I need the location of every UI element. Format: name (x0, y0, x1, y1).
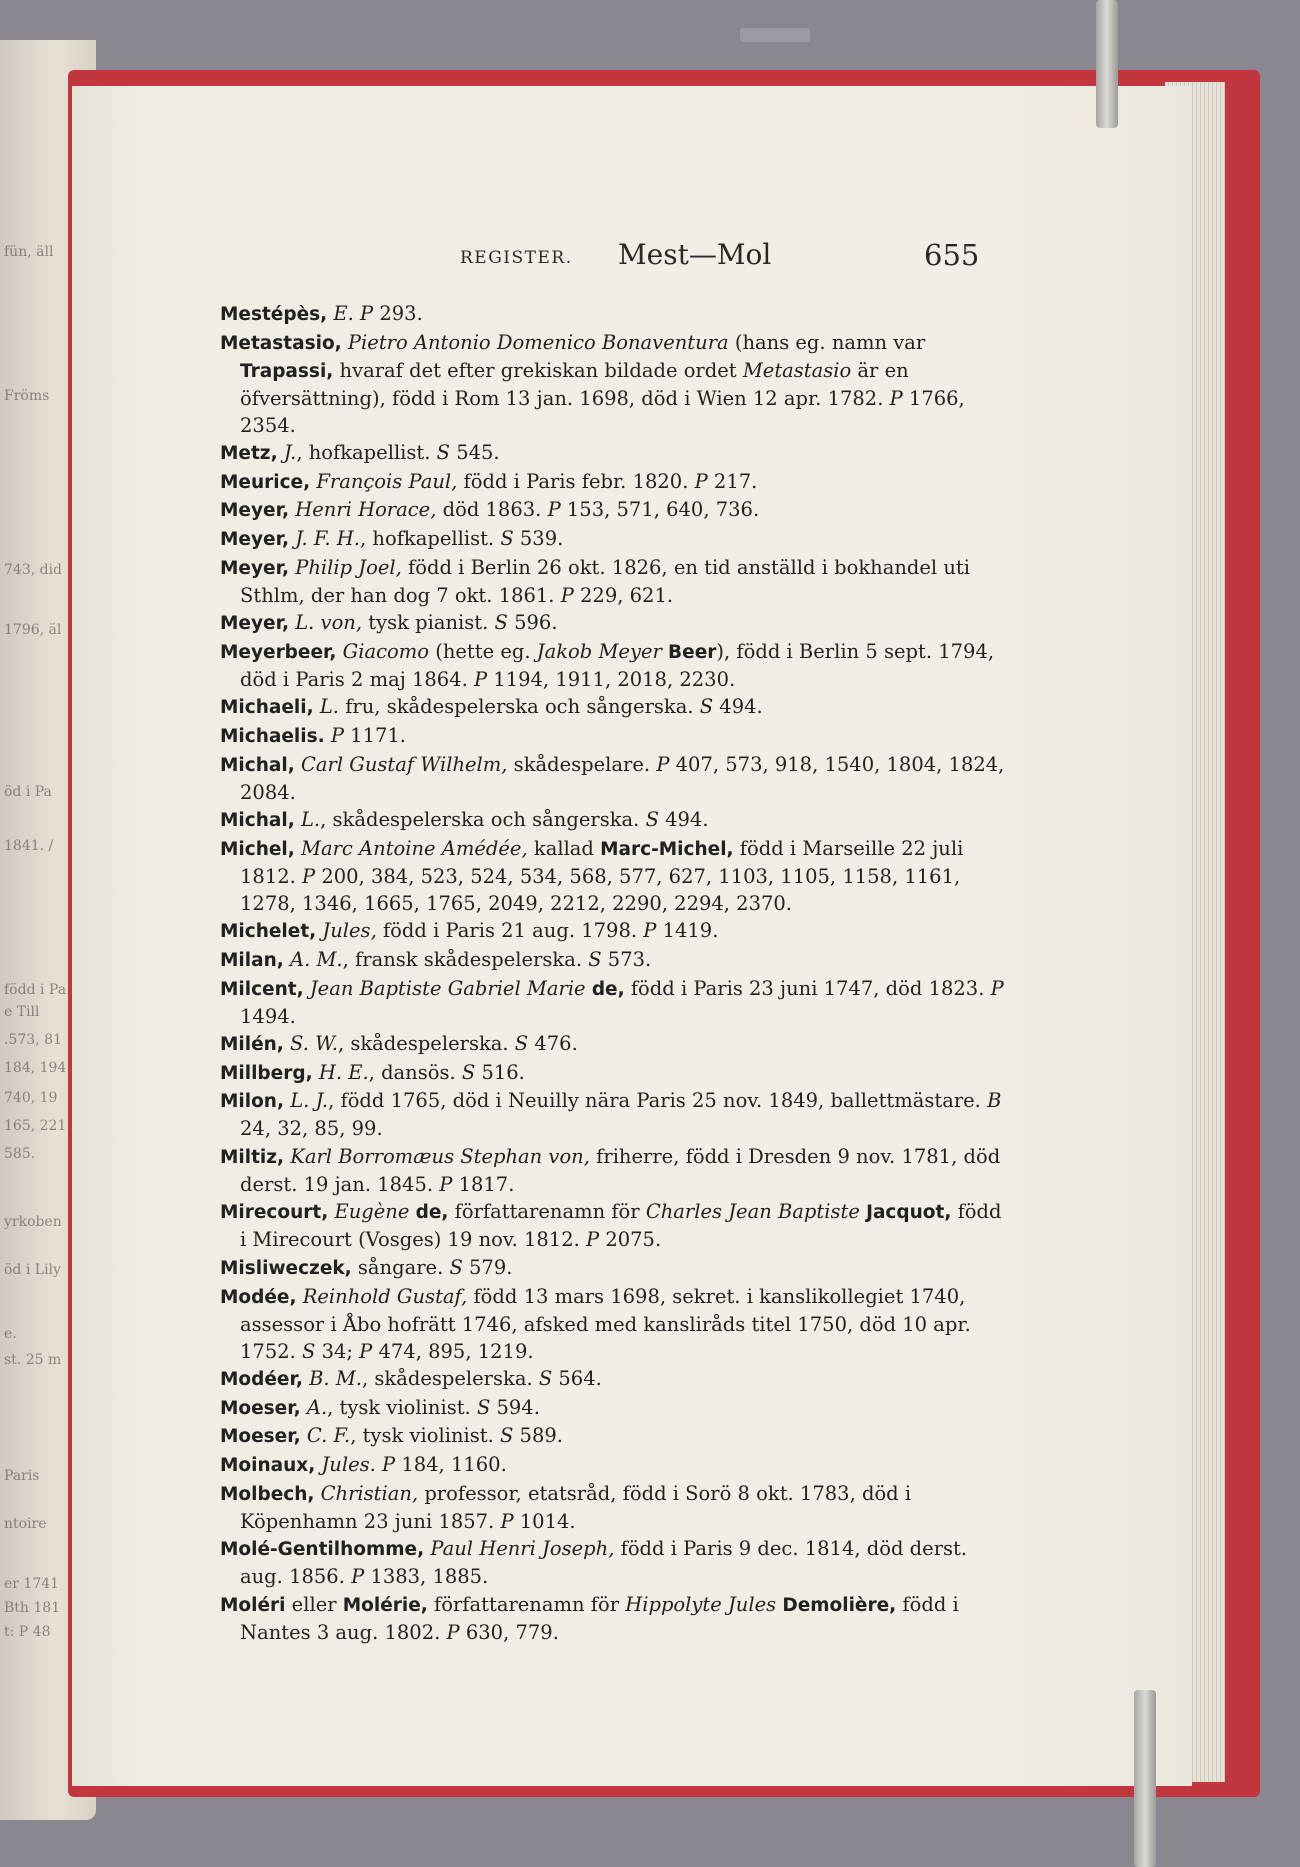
top-clip-plate (740, 28, 810, 42)
entry-headword: Metz, (220, 443, 278, 465)
entry-italic-text: P (382, 1453, 396, 1477)
left-page-fragment: född i Pa (4, 982, 67, 998)
entry-text: 1194, 1911, 2018, 2230. (487, 667, 736, 691)
entry-bold-text: de, (591, 978, 625, 1000)
entry-text: 516. (475, 1060, 525, 1084)
entry-text: 2075. (599, 1228, 662, 1252)
entry-italic-text: A. (306, 1395, 328, 1419)
entry-text: friherre, född i Dresden 9 nov. 1781, död derst. 19 jan. 1845. (240, 1144, 1001, 1196)
entry-italic-text: L. (300, 808, 321, 832)
left-page-fragment: 165, 221 (4, 1118, 67, 1134)
entry-italic-text: S (500, 526, 514, 550)
entry-italic-text: S (645, 808, 659, 832)
entry-text: skådespelare. (507, 752, 657, 776)
register-entry (220, 1030, 1010, 1058)
entry-italic-text: P (694, 469, 708, 493)
entry-italic-text: Karl Borromæus Stephan von, (290, 1144, 590, 1168)
entry-headword: Meyer, (220, 528, 289, 550)
register-entry (220, 835, 1010, 917)
left-page-fragment: st. 25 m (4, 1352, 62, 1368)
entry-text: 589. (513, 1424, 563, 1448)
entry-italic-text: Jules, (322, 919, 377, 943)
entry-bold-text: Marc-Michel, (600, 838, 734, 860)
entry-headword: Meyer, (220, 613, 289, 635)
entry-text: 1171. (343, 723, 406, 747)
register-entry (220, 554, 1010, 609)
entry-text: författarenamn för (427, 1592, 626, 1616)
entry-text: 579. (462, 1256, 513, 1280)
left-page-fragment: ntoire (4, 1516, 47, 1532)
register-entry (220, 609, 1010, 637)
entry-italic-text: P (643, 919, 657, 943)
entry-text: 494. (658, 808, 709, 832)
left-page-fragment: yrkoben (4, 1214, 62, 1230)
entry-italic-text: S. W. (290, 1032, 338, 1056)
register-entry (220, 329, 1010, 439)
entry-italic-text: Jakob Meyer (536, 639, 662, 663)
register-entry (220, 917, 1010, 945)
entry-italic-text: S (514, 1032, 529, 1056)
register-entry (220, 1451, 1010, 1479)
entry-text: född i Mirecourt (Vosges) 19 nov. 1812. (240, 1200, 1002, 1252)
entry-italic-text: Philip Joel, (295, 555, 402, 579)
register-entry (220, 1365, 1010, 1393)
entry-text: , dansös. (368, 1060, 462, 1084)
entry-bold-text: Beer (668, 641, 717, 663)
entry-text: 474, 895, 1219. (372, 1339, 534, 1363)
entry-italic-text: Charles Jean Baptiste (645, 1200, 860, 1224)
entry-headword: Moeser, (220, 1397, 301, 1419)
entry-text: 24, 32, 85, 99. (240, 1117, 383, 1141)
entry-italic-text: S (538, 1367, 553, 1391)
entry-italic-text: S (436, 441, 451, 465)
entry-italic-text: J. F. H. (295, 526, 360, 550)
entry-bold-text: Jacquot, (866, 1202, 952, 1224)
left-page-fragment: fün, äll (4, 244, 54, 260)
entry-italic-text: Marc Antoine Amédée, (301, 836, 528, 860)
entry-italic-text: P (560, 583, 574, 607)
register-entry (220, 1480, 1010, 1535)
entry-headword: Michal, (220, 754, 295, 776)
entry-text: 476. (528, 1032, 578, 1056)
entry-italic-text: P (990, 976, 1004, 1000)
left-page-fragment: e Till (4, 1004, 40, 1020)
entry-text: författarenamn för (448, 1200, 646, 1224)
entry-text: född i Nantes 3 aug. 1802. (240, 1592, 959, 1644)
entry-italic-text: L. J. (290, 1089, 329, 1113)
entry-italic-text: François Paul, (316, 469, 458, 493)
entry-text: 1817. (452, 1172, 515, 1196)
register-entry (220, 1591, 1010, 1646)
entry-text: , skådespelerska. (337, 1032, 515, 1056)
entry-italic-text: P (360, 302, 374, 325)
entry-italic-text: P (439, 1172, 453, 1196)
entry-headword: Misliweczek, (220, 1258, 352, 1280)
entry-italic-text: P (351, 1565, 365, 1589)
entry-italic-text: B. M. (309, 1367, 362, 1391)
entry-text: sångare. (351, 1256, 450, 1280)
register-entry (220, 1283, 1010, 1365)
left-page-fragment: t: P 48 (4, 1624, 51, 1640)
running-head (440, 238, 980, 278)
entry-text: 153, 571, 640, 736. (560, 498, 760, 522)
entry-text: född i Paris 23 juni 1747, död 1823. (624, 976, 991, 1000)
entry-text: 1014. (513, 1509, 576, 1533)
register-entry (220, 946, 1010, 974)
entry-italic-text: S (476, 1395, 491, 1419)
register-entry (220, 439, 1010, 467)
entry-italic-text: J. (283, 441, 297, 465)
running-head-range: Mest—Mol (618, 238, 772, 271)
entry-headword: Miltiz, (220, 1146, 285, 1168)
entry-text: född i Paris 9 dec. 1814, död derst. aug. 1856. (240, 1537, 968, 1589)
register-entry (220, 1198, 1010, 1253)
left-page-fragment: öd i Lily (4, 1262, 61, 1278)
entry-text: 200, 384, 523, 524, 534, 568, 577, 627, 1103, 1105, 1158, 1161, 1278, 1346, 1665, 1765, 2049, 2212, 2290, 2294, 2370. (240, 864, 961, 915)
entry-italic-text: L. von, (295, 611, 363, 635)
entry-headword: Moinaux, (220, 1455, 316, 1477)
entry-headword: Modée, (220, 1286, 297, 1308)
entry-italic-text: P (586, 1228, 600, 1252)
entry-text: 1419. (656, 919, 719, 943)
entry-text: fru, skådespelerska och sångerska. (339, 695, 700, 719)
left-page-fragment: 740, 19 (4, 1090, 58, 1106)
entry-italic-text: Hippolyte Jules (625, 1592, 777, 1616)
entry-italic-text: Henri Horace, (295, 498, 437, 522)
entry-text: professor, etatsråd, född i Sorö 8 okt. 1783, död i Köpenhamn 23 juni 1857. (240, 1481, 912, 1533)
running-head-register: REGISTER. (460, 248, 573, 268)
entry-italic-text: Jean Baptiste Gabriel Marie (309, 976, 586, 1000)
entry-text: , hofkapellist. (360, 526, 501, 550)
entry-italic-text: P (359, 1339, 373, 1363)
entry-text: , tysk violinist. (350, 1424, 500, 1448)
register-entry (220, 1394, 1010, 1422)
entry-text: född i Berlin 26 okt. 1826, en tid anställd i bokhandel uti Sthlm, der han dog 7 okt. 1861. (240, 555, 970, 607)
entry-headword: Meurice, (220, 471, 311, 493)
entry-headword: Milon, (220, 1091, 285, 1113)
entry-text: född i Paris febr. 1820. (457, 469, 695, 493)
entry-text: 539. (513, 526, 564, 550)
left-page-fragment: 1796, äl (4, 622, 62, 638)
entry-italic-text: Eugène (334, 1200, 410, 1224)
entry-italic-text: P (656, 752, 670, 776)
register-entries (220, 300, 1010, 1646)
entry-italic-text: Metastasio (742, 358, 852, 382)
entry-text: 229, 621. (573, 583, 674, 607)
entry-text: 293. (373, 302, 423, 325)
entry-italic-text: S (499, 1424, 514, 1448)
left-page-fragment: 585. (4, 1146, 36, 1162)
entry-headword: Milén, (220, 1034, 284, 1056)
entry-text: ), född i Berlin 5 sept. 1794, död i Paris 2 maj 1864. (240, 639, 995, 691)
entry-italic-text: B (987, 1089, 1002, 1113)
register-entry (220, 1535, 1010, 1590)
entry-text: , född 1765, död i Neuilly nära Paris 25 nov. 1849, ballettmästare. (328, 1089, 988, 1113)
entry-headword: Metastasio, (220, 332, 342, 354)
register-entry (220, 300, 1010, 328)
entry-italic-text: A. M. (289, 947, 343, 971)
register-entry (220, 751, 1010, 806)
entry-italic-text: C. F. (306, 1424, 351, 1448)
entry-italic-text: Paul Henri Joseph, (430, 1537, 615, 1561)
entry-headword: Moléri (220, 1594, 286, 1616)
entry-text: , skådespelerska och sångerska. (320, 808, 646, 832)
entry-text: 1494. (240, 1004, 296, 1028)
entry-italic-text: P (500, 1509, 514, 1533)
entry-italic-text: Jules. (321, 1453, 376, 1477)
entry-text: , fransk skådespelerska. (342, 947, 589, 971)
entry-text: kallad (527, 836, 601, 860)
entry-italic-text: Reinhold Gustaf, (302, 1284, 468, 1308)
register-entry (220, 1087, 1010, 1142)
entry-text: 494. (713, 695, 763, 719)
entry-headword: Milcent, (220, 978, 304, 1000)
register-entry (220, 496, 1010, 524)
register-entry (220, 1143, 1010, 1198)
top-clip (1096, 0, 1118, 128)
entry-text: född i Paris 21 aug. 1798. (376, 919, 644, 943)
entry-text: (hans eg. namn var (728, 330, 926, 354)
entry-italic-text: P (473, 667, 488, 691)
entry-text: död 1863. (436, 498, 548, 522)
entry-text: 407, 573, 918, 1540, 1804, 1824, 2084. (240, 752, 1005, 804)
entry-italic-text: Pietro Antonio Domenico Bonaventura (347, 330, 729, 354)
entry-text: 630, 779. (459, 1620, 559, 1644)
entry-headword: Michaelis. (220, 725, 325, 747)
entry-bold-text: Molérie, (342, 1594, 428, 1616)
entry-headword: Michal, (220, 810, 295, 832)
entry-text: 184, 1160. (395, 1453, 507, 1477)
entry-bold-text: Trapassi, (240, 360, 334, 382)
entry-headword: Mirecourt, (220, 1202, 329, 1224)
left-page-fragment: er 1741 (4, 1576, 60, 1592)
left-page-fragment: 184, 194 (4, 1060, 67, 1076)
register-entry (220, 693, 1010, 721)
entry-bold-text: de, (415, 1202, 449, 1224)
entry-italic-text: Giacomo (342, 639, 430, 663)
entry-italic-text: S (588, 947, 602, 971)
entry-text: är en öfversättning), född i Rom 13 jan. 1698, död i Wien 12 apr. 1782. (240, 358, 909, 410)
entry-headword: Meyer, (220, 500, 289, 522)
entry-headword: Meyerbeer, (220, 641, 337, 663)
entry-text: , skådespelerska. (362, 1367, 539, 1391)
entry-text: hvaraf det efter grekiskan bildade ordet (333, 358, 743, 382)
bottom-clip (1134, 1690, 1156, 1867)
register-entry (220, 468, 1010, 496)
entry-italic-text: S (494, 611, 508, 635)
entry-text: tysk pianist. (362, 611, 495, 635)
left-page-fragment: 743, did (4, 562, 63, 578)
register-entry (220, 722, 1010, 750)
entry-headword: Moeser, (220, 1426, 301, 1448)
entry-headword: Molé-Gentilhomme, (220, 1539, 425, 1561)
entry-text: eller (285, 1592, 343, 1616)
left-page-fragment: Paris (4, 1468, 40, 1484)
entry-text: 573. (601, 947, 652, 971)
entry-italic-text: Christian, (320, 1481, 419, 1505)
left-page-fragment: Bth 181 (4, 1600, 61, 1616)
entry-text: 217. (707, 469, 758, 493)
entry-text: 1766, 2354. (240, 386, 965, 437)
entry-headword: Mestépès, (220, 304, 328, 325)
entry-bold-text: Demolière, (782, 1594, 897, 1616)
entry-headword: Michelet, (220, 921, 317, 943)
entry-headword: Meyer, (220, 557, 289, 579)
entry-text: , hofkapellist. (296, 441, 437, 465)
entry-headword: Michaeli, (220, 697, 314, 719)
entry-italic-text: P (330, 723, 344, 747)
register-entry (220, 1422, 1010, 1450)
entry-headword: Michel, (220, 838, 295, 860)
entry-headword: Molbech, (220, 1483, 315, 1505)
entry-text: 1383, 1885. (364, 1565, 489, 1589)
register-entry (220, 525, 1010, 553)
entry-headword: Millberg, (220, 1062, 313, 1084)
entry-italic-text: P (547, 498, 561, 522)
register-entry (220, 975, 1010, 1030)
entry-text: född i Marseille 22 juli 1812. (240, 836, 964, 888)
entry-italic-text: Carl Gustaf Wilhelm, (300, 752, 508, 776)
register-entry (220, 806, 1010, 834)
page-number: 655 (924, 238, 980, 272)
left-page-fragment: öd i Pa (4, 784, 52, 800)
entry-text: född 13 mars 1698, sekret. i kanslikollegiet 1740, assessor i Åbo hofrätt 1746, afsked med kansliråds titel 1750, död 10 apr. 1752. (240, 1284, 971, 1363)
register-entry (220, 1254, 1010, 1282)
left-page-fragment: 1841. / (4, 838, 54, 854)
entry-text: 545. (450, 441, 500, 465)
register-entry (220, 638, 1010, 693)
left-page-fragment: .573, 81 (4, 1032, 62, 1048)
entry-text: , tysk violinist. (327, 1395, 477, 1419)
entry-italic-text: P (889, 386, 903, 410)
entry-headword: Modéer, (220, 1369, 303, 1391)
entry-italic-text: P (302, 864, 316, 888)
register-entry (220, 1059, 1010, 1087)
entry-text: (hette eg. (429, 639, 537, 663)
entry-italic-text: H. E. (318, 1060, 369, 1084)
entry-text: 596. (507, 611, 558, 635)
entry-italic-text: P (446, 1620, 460, 1644)
entry-italic-text: E. (333, 302, 354, 325)
entry-text: 564. (552, 1367, 602, 1391)
left-page-fragment: e. (4, 1326, 17, 1342)
entry-italic-text: S (699, 695, 714, 719)
left-page-fragment: Fröms (4, 388, 50, 404)
entry-italic-text: S (449, 1256, 463, 1280)
entry-italic-text: S (461, 1060, 476, 1084)
entry-text: 34; (315, 1339, 360, 1363)
entry-italic-text: L. (319, 695, 339, 719)
entry-headword: Milan, (220, 949, 284, 971)
entry-italic-text: S (302, 1339, 316, 1363)
entry-text: 594. (490, 1395, 540, 1419)
